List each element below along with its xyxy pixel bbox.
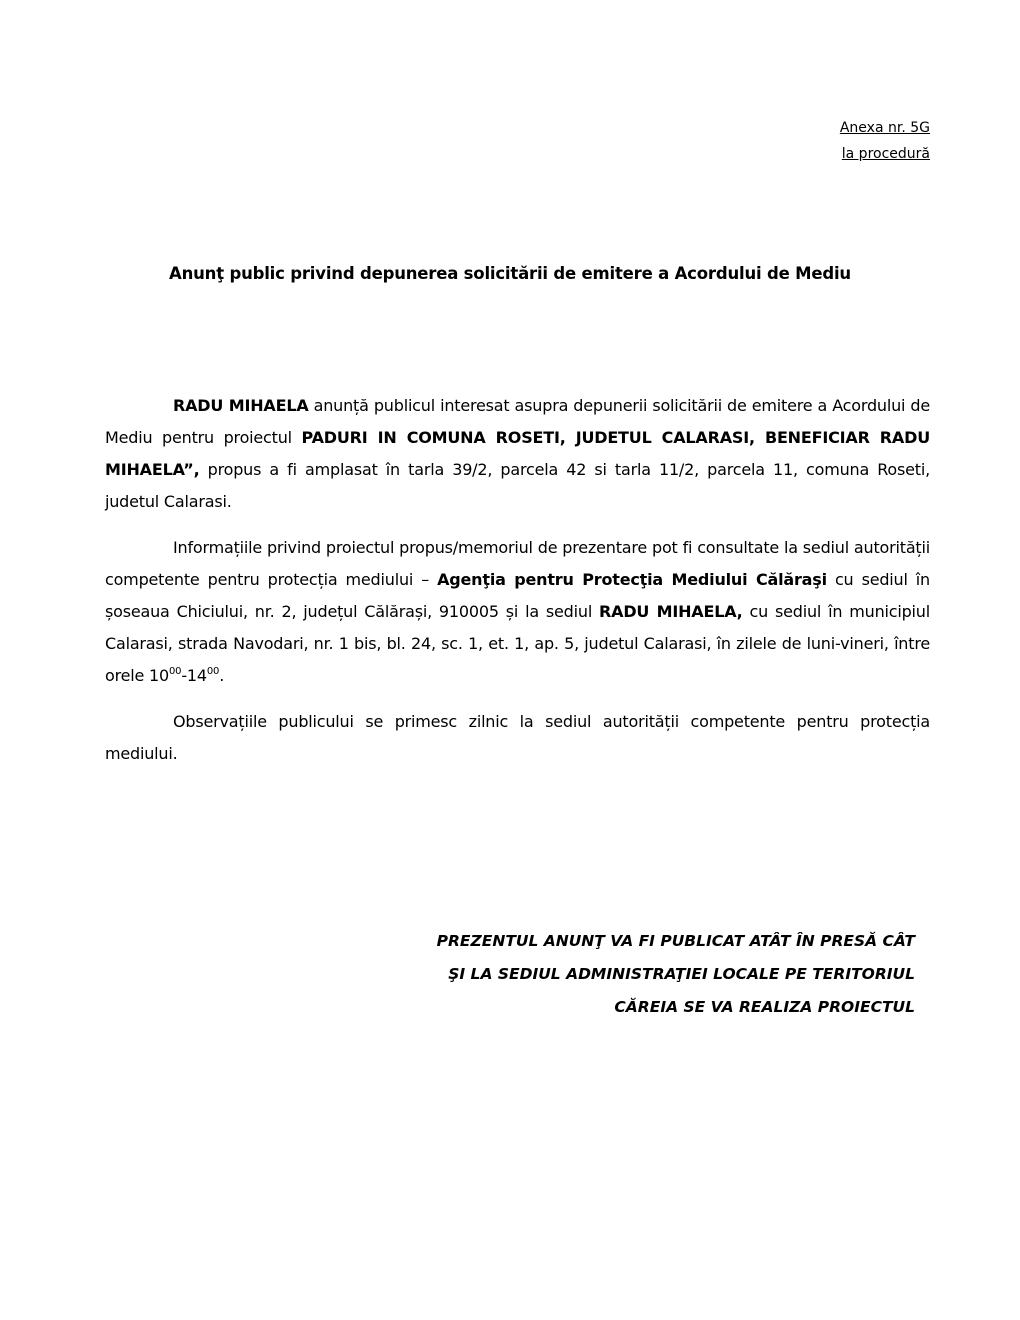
agency-name: Agenţia pentru Protecţia Mediului Călăraşi <box>437 570 827 589</box>
info-text-1: Informațiile privind proiectul propus/memoriul de prezentare pot fi consultate la sediul autorității competente pentru protecția mediului – <box>105 538 930 589</box>
annex-procedure: la procedură <box>841 146 930 162</box>
paragraph-announcement <box>105 390 930 518</box>
info-text-3: cu sediul în municipiul Calarasi, strada Navodari, nr. 1 bis, bl. 24, sc. 1, et. 1, ap. 5, judetul Calarasi, în zilele de luni-vineri, între orele 10 <box>105 602 930 685</box>
info-end: . <box>219 666 225 685</box>
info-text-2: cu sediul în șoseaua Chiciului, nr. 2, județul Călărași, 910005 și la sediul <box>105 570 930 621</box>
annex-reference <box>840 115 930 167</box>
publication-note-line-1: PREZENTUL ANUNŢ VA FI PUBLICAT ATÂT ÎN PRESĂ CÂT <box>436 932 915 950</box>
publication-note <box>437 925 915 1024</box>
applicant-name-2: RADU MIHAELA, <box>599 602 743 621</box>
publication-note-line-2: ŞI LA SEDIUL ADMINISTRAŢIEI LOCALE PE TERITORIUL <box>448 965 915 983</box>
applicant-name: RADU MIHAELA <box>173 396 309 415</box>
paragraph-information <box>105 532 930 692</box>
hours-end-sup: 00 <box>206 666 220 677</box>
announcement-body <box>105 390 930 784</box>
page-title: Anunţ public privind depunerea solicitării de emitere a Acordului de Mediu <box>169 264 851 283</box>
announcement-text-1: anunță publicul interesat asupra depunerii solicitării de emitere a Acordului de Mediu pentru proiectul <box>105 396 930 447</box>
announcement-text-2: propus a fi amplasat în tarla 39/2, parcela 42 si tarla 11/2, parcela 11, comuna Roseti, judetul Calarasi. <box>105 460 930 511</box>
publication-note-line-3: CĂREIA SE VA REALIZA PROIECTUL <box>614 998 915 1016</box>
paragraph-observations: Observațiile publicului se primesc zilnic la sediul autorității competente pentru protecția mediului. <box>105 712 930 763</box>
hours-start-sup: 00 <box>169 666 182 677</box>
annex-number: Anexa nr. 5G <box>839 120 930 136</box>
project-name: PADURI IN COMUNA ROSETI, JUDETUL CALARASI, BENEFICIAR RADU MIHAELA”, <box>105 428 930 479</box>
hours-end: -14 <box>181 666 207 685</box>
